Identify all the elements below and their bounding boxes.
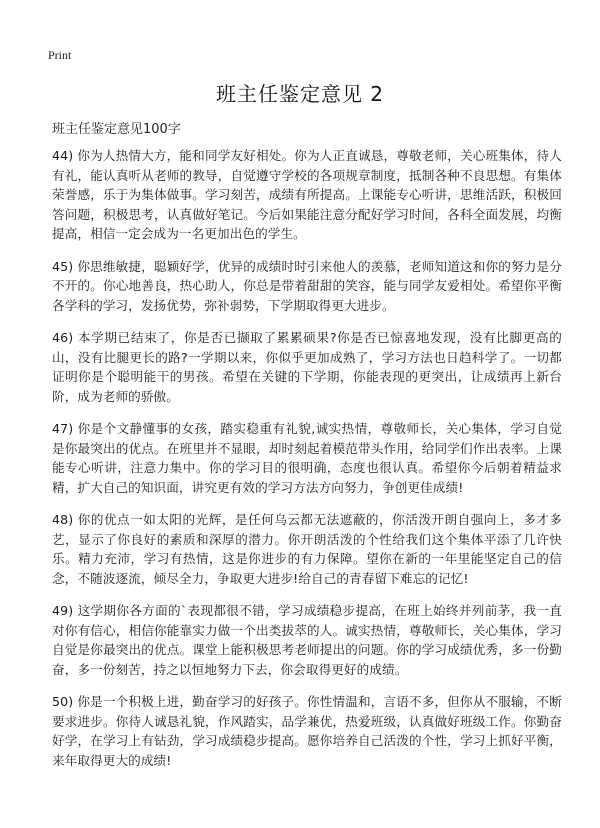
comment-paragraph-44: 44) 你为人热情大方，能和同学友好相处。你为人正直诚恳，尊敬老师，关心班集体，待人有礼，能认真听从老师的教导，自觉遵守学校的各项规章制度，抵制各种不良思想。有集体荣誉感，乐于为集体做事。学习刻苦，成绩有所提高。上课能专心听讲，思维活跃，积极回答问题，积极思考，认真做好笔记。今后如果能注意分配好学习时间，各科全面发展，均衡提高，相信一定会成为一名更加出色的学生。	[52, 148, 562, 241]
comment-paragraph-50: 50) 你是一个积极上进，勤奋学习的好孩子。你性情温和，言语不多，但你从不服输，不断要求进步。你待人诚恳礼貌，作风踏实，品学兼优，热爱班级，认真做好班级工作。你勤奋好学，在学习上有钻劲，学习成绩稳步提高。愿你培养自己活泼的个性，学习上抓好平衡，来年取得更大的成绩!	[52, 694, 562, 768]
comment-paragraph-49: 49) 这学期你各方面的`表现都很不错，学习成绩稳步提高，在班上始终并列前茅，我一直对你有信心，相信你能靠实力做一个出类拔萃的人。诚实热情，尊敬师长，关心集体，学习自觉是你最突出的优点。课堂上能积极思考老师提出的问题。你的学习成绩优秀，多一份勤奋，多一份刻苦，持之以恒地努力下去，你会取得更好的成绩。	[52, 603, 562, 677]
document-title: 班主任鉴定意见 2	[215, 82, 385, 106]
comment-paragraph-45: 45) 你思维敏捷，聪颖好学，优异的成绩时时引来他人的羡慕，老师知道这和你的努力是分不开的。你心地善良，热心助人，你总是带着甜甜的笑容，能与同学友爱相处。希望你平衡各学科的学习，发扬优势，弥补弱势，下学期取得更大进步。	[52, 258, 562, 313]
document-subtitle: 班主任鉴定意见100字	[52, 122, 181, 137]
comment-paragraph-47: 47) 你是个文静懂事的女孩，踏实稳重有礼貌,诚实热情，尊敬师长，关心集体，学习自觉是你最突出的优点。在班里并不显眼，却时刻起着模范带头作用，给同学们作出表率。上课能专心听讲，注意力集中。你的学习目的很明确，态度也很认真。希望你今后朝着精益求精，扩大自己的知识面，讲究更有效的学习方法方向努力，争创更佳成绩!	[52, 421, 562, 495]
comment-paragraph-46: 46) 本学期已结束了，你是否已撷取了累累硕果?你是否已惊喜地发现，没有比脚更高的山，没有比腿更长的路?一学期以来，你似乎更加成熟了，学习方法也日趋科学了。一切都证明你是个聪明能干的男孩。希望在关键的下学期，你能表现的更突出，让成绩再上新台阶，成为老师的骄傲。	[52, 330, 562, 404]
comment-paragraph-48: 48) 你的优点一如太阳的光辉，是任何乌云都无法遮蔽的，你活泼开朗自强向上，多才多艺，显示了你良好的素质和深厚的潜力。你开朗活泼的个性给我们这个集体平添了几许快乐。精力充沛，学习有热情，这是你进步的有力保障。望你在新的一年里能坚定自己的信念，不随波逐流，倾尽全力，争取更大进步!给自己的青春留下难忘的记忆!	[52, 512, 562, 586]
document-body	[52, 146, 562, 783]
print-link[interactable]: Print	[48, 48, 72, 62]
